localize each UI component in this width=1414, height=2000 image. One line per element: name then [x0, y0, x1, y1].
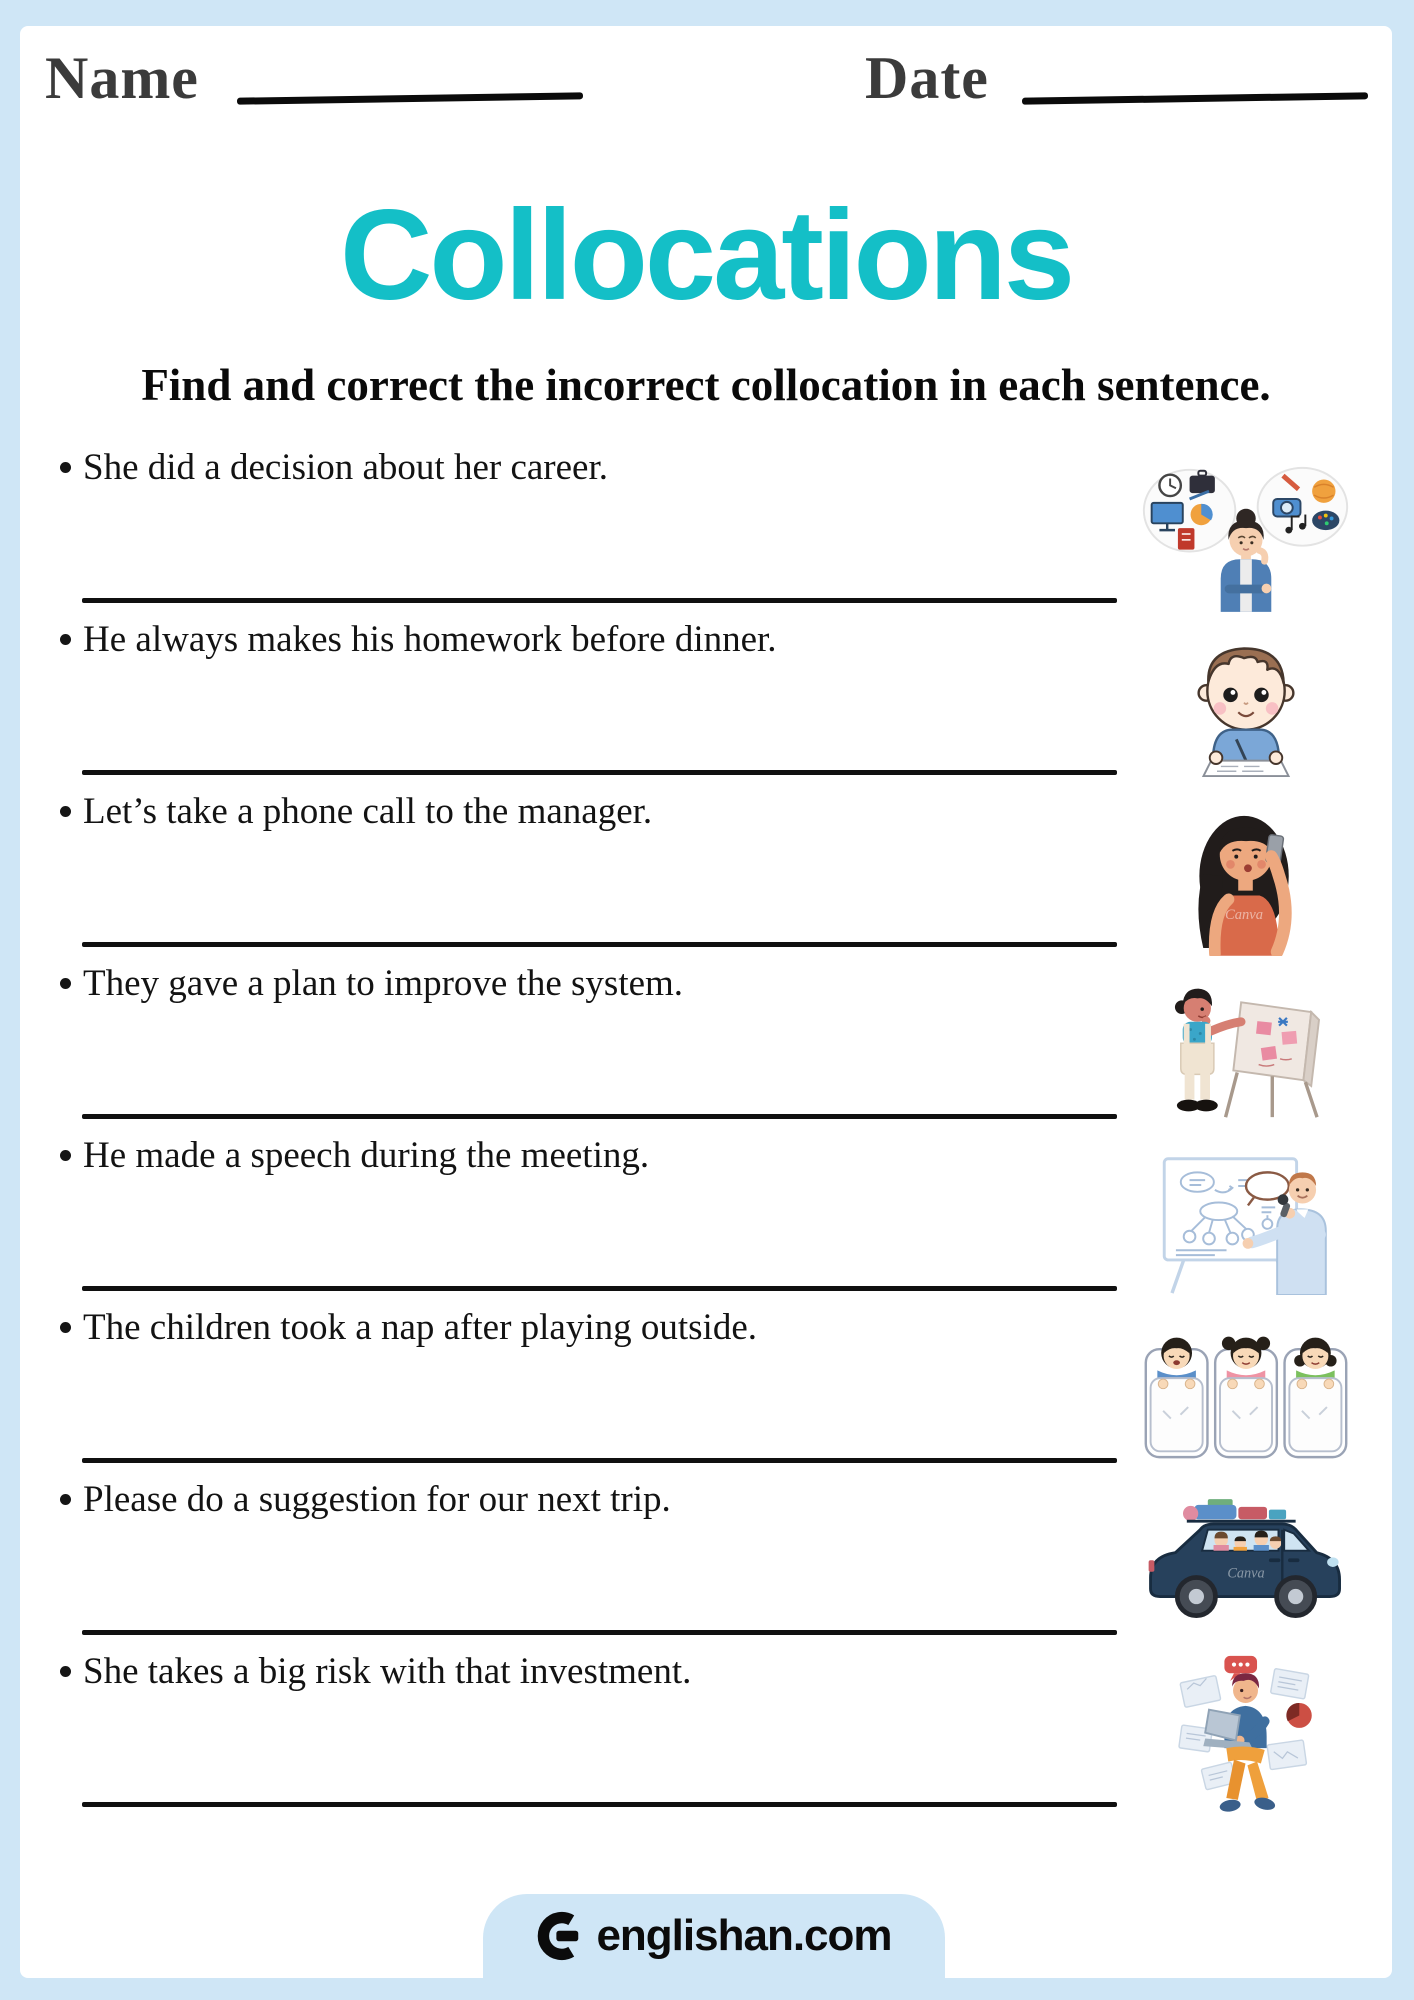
bullet-icon — [60, 1150, 71, 1161]
page-title: Collocations — [339, 184, 1073, 327]
answer-line — [82, 598, 1117, 603]
item-sentence: Let’s take a phone call to the manager. — [83, 791, 653, 832]
worksheet-item — [20, 1133, 1392, 1305]
answer-line — [82, 942, 1117, 947]
man-speech-whiteboard-illustration — [1128, 1143, 1364, 1301]
family-road-trip-car-illustration — [1128, 1487, 1364, 1645]
bullet-icon — [60, 1322, 71, 1333]
bullet-icon — [60, 1494, 71, 1505]
answer-line — [82, 770, 1117, 775]
bullet-icon — [60, 634, 71, 645]
name-blank-line — [237, 92, 583, 104]
answer-line — [82, 1114, 1117, 1119]
worksheet-item — [20, 1305, 1392, 1477]
item-sentence: She takes a big risk with that investment. — [83, 1651, 692, 1692]
sentence-list — [20, 445, 1392, 1821]
man-investment-laptop-illustration — [1128, 1659, 1364, 1817]
item-sentence: They gave a plan to improve the system. — [83, 963, 684, 1004]
worksheet-item — [20, 617, 1392, 789]
site-name: englishan.com — [596, 1911, 892, 1960]
date-blank-line — [1022, 92, 1368, 104]
children-napping-illustration — [1128, 1315, 1364, 1473]
worksheet-item — [20, 1477, 1392, 1649]
bullet-icon — [60, 462, 71, 473]
item-sentence: She did a decision about her career. — [83, 447, 608, 488]
worksheet-page — [20, 26, 1392, 1978]
boy-writing-homework-illustration — [1128, 627, 1364, 785]
date-label: Date — [865, 45, 989, 111]
bullet-icon — [60, 806, 71, 817]
answer-line — [82, 1802, 1117, 1807]
woman-phone-call-illustration — [1128, 799, 1364, 957]
bullet-icon — [60, 978, 71, 989]
answer-line — [82, 1458, 1117, 1463]
englishan-logo-icon — [536, 1908, 582, 1964]
footer-brand-pill — [483, 1894, 945, 1978]
instruction-text: Find and correct the incorrect collocation in each sentence. — [141, 360, 1271, 410]
worksheet-item — [20, 789, 1392, 961]
item-sentence: He always makes his homework before dinner. — [83, 619, 777, 660]
canva-watermark: Canva — [1225, 906, 1264, 923]
name-label: Name — [45, 45, 199, 111]
worksheet-item — [20, 445, 1392, 617]
item-sentence: Please do a suggestion for our next trip. — [83, 1479, 671, 1520]
child-presenting-board-illustration — [1128, 971, 1364, 1129]
answer-line — [82, 1630, 1117, 1635]
bullet-icon — [60, 1666, 71, 1677]
thinking-woman-career-illustration — [1128, 455, 1364, 613]
worksheet-item — [20, 961, 1392, 1133]
item-sentence: The children took a nap after playing outside. — [83, 1307, 758, 1348]
answer-line — [82, 1286, 1117, 1291]
canva-watermark: Canva — [1227, 1565, 1265, 1582]
worksheet-item — [20, 1649, 1392, 1821]
item-sentence: He made a speech during the meeting. — [83, 1135, 650, 1176]
